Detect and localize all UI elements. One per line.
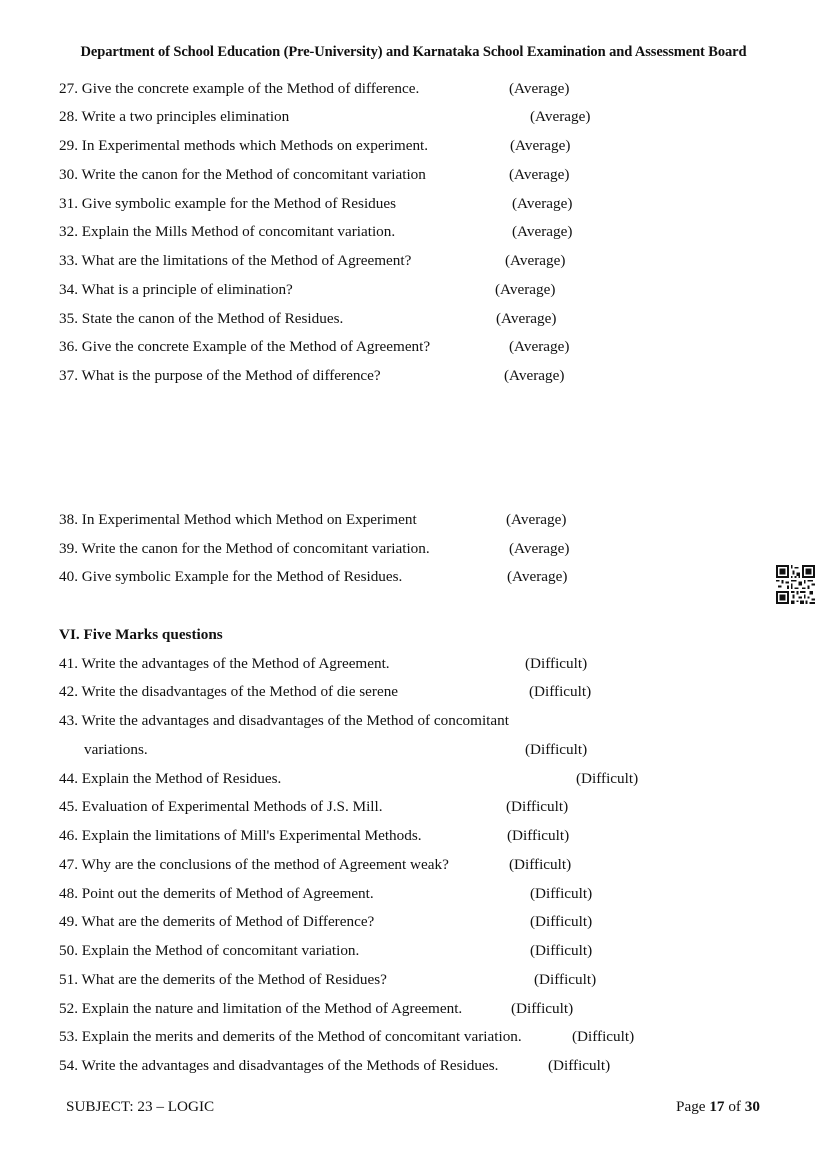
- difficulty-tag: (Average): [504, 367, 565, 384]
- question-35: 35. State the canon of the Method of Residues.: [59, 310, 344, 327]
- question-53: 53. Explain the merits and demerits of the Method of concomitant variation.: [59, 1028, 522, 1045]
- difficulty-tag: (Difficult): [530, 885, 593, 902]
- difficulty-tag: (Difficult): [572, 1028, 635, 1045]
- question-31: 31. Give symbolic example for the Method of Residues: [59, 195, 397, 212]
- difficulty-tag: (Difficult): [529, 683, 592, 700]
- question-47: 47. Why are the conclusions of the method of Agreement weak?: [59, 856, 449, 873]
- difficulty-tag: (Average): [496, 310, 557, 327]
- difficulty-tag: (Difficult): [525, 655, 588, 672]
- question-42: 42. Write the disadvantages of the Method of die serene: [59, 683, 399, 700]
- question-30: 30. Write the canon for the Method of concomitant variation: [59, 166, 426, 183]
- question-32: 32. Explain the Mills Method of concomitant variation.: [59, 223, 396, 240]
- difficulty-tag: (Difficult): [511, 1000, 574, 1017]
- question-36: 36. Give the concrete Example of the Method of Agreement?: [59, 338, 431, 355]
- question-39: 39. Write the canon for the Method of concomitant variation.: [59, 540, 430, 557]
- difficulty-tag: (Average): [509, 338, 570, 355]
- page-current: 17: [709, 1098, 725, 1115]
- footer-subject: SUBJECT: 23 – LOGIC: [66, 1098, 215, 1115]
- difficulty-tag: (Average): [509, 166, 570, 183]
- page-of: of: [728, 1098, 741, 1115]
- page-header: Department of School Education (Pre-University) and Karnataka School Examination and Assessment Board: [80, 44, 747, 60]
- question-52: 52. Explain the nature and limitation of the Method of Agreement.: [59, 1000, 463, 1017]
- question-28: 28. Write a two principles elimination: [59, 108, 290, 125]
- difficulty-tag: (Average): [505, 252, 566, 269]
- question-45: 45. Evaluation of Experimental Methods of J.S. Mill.: [59, 798, 383, 815]
- question-37: 37. What is the purpose of the Method of difference?: [59, 367, 381, 384]
- section-title: VI. Five Marks questions: [59, 626, 223, 643]
- difficulty-tag: (Average): [509, 80, 570, 97]
- difficulty-tag: (Average): [512, 195, 573, 212]
- question-34: 34. What is a principle of elimination?: [59, 281, 293, 298]
- question-48: 48. Point out the demerits of Method of Agreement.: [59, 885, 374, 902]
- question-46: 46. Explain the limitations of Mill's Experimental Methods.: [59, 827, 422, 844]
- question-51: 51. What are the demerits of the Method of Residues?: [59, 971, 387, 988]
- difficulty-tag: (Difficult): [534, 971, 597, 988]
- difficulty-tag: (Difficult): [506, 798, 569, 815]
- question-43: 43. Write the advantages and disadvantages of the Method of concomitant: [59, 712, 509, 729]
- question-54: 54. Write the advantages and disadvantages of the Methods of Residues.: [59, 1057, 499, 1074]
- question-29: 29. In Experimental methods which Methods on experiment.: [59, 137, 429, 154]
- difficulty-tag: (Average): [495, 281, 556, 298]
- difficulty-tag: (Average): [510, 137, 571, 154]
- page-total: 30: [744, 1098, 760, 1115]
- question-38: 38. In Experimental Method which Method on Experiment: [59, 511, 417, 528]
- difficulty-tag: (Difficult): [509, 856, 572, 873]
- difficulty-tag: (Difficult): [525, 741, 588, 758]
- difficulty-tag: (Difficult): [576, 770, 639, 787]
- difficulty-tag: (Difficult): [530, 942, 593, 959]
- question-50: 50. Explain the Method of concomitant variation.: [59, 942, 360, 959]
- difficulty-tag: (Average): [509, 540, 570, 557]
- question-33: 33. What are the limitations of the Method of Agreement?: [59, 252, 412, 269]
- qr-code-icon: [776, 565, 815, 604]
- difficulty-tag: (Difficult): [507, 827, 570, 844]
- difficulty-tag: (Average): [507, 568, 568, 585]
- difficulty-tag: (Difficult): [530, 913, 593, 930]
- question-49: 49. What are the demerits of Method of Difference?: [59, 913, 375, 930]
- page-label: Page: [676, 1098, 706, 1115]
- footer-page-number: [676, 1098, 760, 1116]
- question-27: 27. Give the concrete example of the Method of difference.: [59, 80, 420, 97]
- question-44: 44. Explain the Method of Residues.: [59, 770, 282, 787]
- difficulty-tag: (Difficult): [548, 1057, 611, 1074]
- question-41: 41. Write the advantages of the Method of Agreement.: [59, 655, 390, 672]
- difficulty-tag: (Average): [506, 511, 567, 528]
- question-40: 40. Give symbolic Example for the Method of Residues.: [59, 568, 403, 585]
- difficulty-tag: (Average): [512, 223, 573, 240]
- question-43-continued: variations.: [84, 741, 148, 758]
- difficulty-tag: (Average): [530, 108, 591, 125]
